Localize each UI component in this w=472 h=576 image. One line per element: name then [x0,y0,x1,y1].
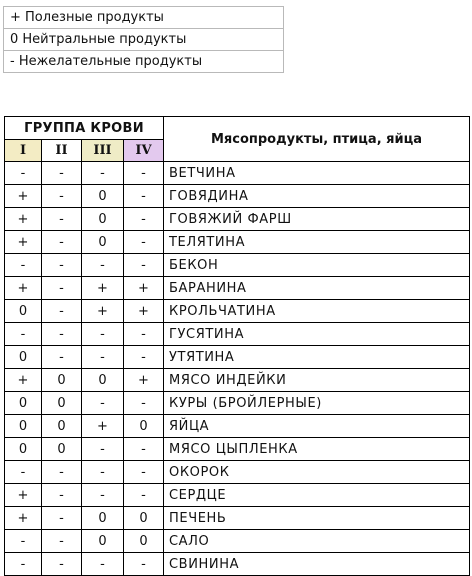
table-row [5,484,470,507]
food-name-cell: СЕРДЦЕ [164,484,470,507]
rating-cell-type-1: + [5,484,42,507]
rating-cell-type-4: - [124,185,164,208]
rating-cell-type-4: - [124,392,164,415]
rating-cell-type-1: 0 [5,438,42,461]
food-name-cell: МЯСО ЦЫПЛЕНКА [164,438,470,461]
food-name-cell: МЯСО ИНДЕЙКИ [164,369,470,392]
table-row [5,507,470,530]
rating-cell-type-1: - [5,323,42,346]
rating-cell-type-4: + [124,277,164,300]
food-name-cell: КУРЫ (БРОЙЛЕРНЫЕ) [164,392,470,415]
food-name-cell: ГУСЯТИНА [164,323,470,346]
table-row [5,438,470,461]
rating-cell-type-3: - [82,484,124,507]
legend-useful: + Полезные продукты [4,7,283,29]
food-name-cell: ВЕТЧИНА [164,162,470,185]
rating-cell-type-2: - [42,323,82,346]
rating-cell-type-2: 0 [42,392,82,415]
rating-cell-type-3: - [82,438,124,461]
food-name-cell: ГОВЯЖИЙ ФАРШ [164,208,470,231]
rating-cell-type-2: 0 [42,415,82,438]
rating-cell-type-1: 0 [5,392,42,415]
rating-cell-type-1: 0 [5,300,42,323]
rating-cell-type-4: - [124,254,164,277]
table-row [5,530,470,553]
rating-cell-type-2: - [42,300,82,323]
food-name-cell: ТЕЛЯТИНА [164,231,470,254]
rating-cell-type-2: - [42,507,82,530]
table-row [5,300,470,323]
rating-cell-type-2: - [42,254,82,277]
rating-cell-type-3: + [82,415,124,438]
rating-cell-type-2: - [42,553,82,576]
rating-cell-type-3: - [82,461,124,484]
rating-cell-type-1: + [5,277,42,300]
legend-neutral: 0 Нейтральные продукты [4,29,283,51]
rating-cell-type-1: 0 [5,415,42,438]
rating-cell-type-1: - [5,530,42,553]
food-name-cell: СВИНИНА [164,553,470,576]
table-row [5,277,470,300]
rating-cell-type-4: 0 [124,530,164,553]
rating-cell-type-4: - [124,484,164,507]
rating-cell-type-3: - [82,392,124,415]
blood-group-header: ГРУППА КРОВИ [5,117,164,140]
food-name-cell: ЯЙЦА [164,415,470,438]
rating-cell-type-4: 0 [124,415,164,438]
blood-type-food-table [4,116,470,576]
food-name-cell: КРОЛЬЧАТИНА [164,300,470,323]
rating-cell-type-3: + [82,300,124,323]
rating-cell-type-4: + [124,300,164,323]
blood-type-3: III [82,140,124,162]
rating-cell-type-3: - [82,254,124,277]
table-row [5,461,470,484]
rating-cell-type-2: 0 [42,369,82,392]
rating-cell-type-2: - [42,346,82,369]
table-row [5,369,470,392]
table-row [5,185,470,208]
category-header: Мясопродукты, птица, яйца [164,117,470,162]
rating-cell-type-3: 0 [82,369,124,392]
rating-cell-type-1: + [5,369,42,392]
rating-cell-type-3: 0 [82,231,124,254]
rating-cell-type-4: + [124,369,164,392]
table-row [5,323,470,346]
rating-cell-type-2: - [42,162,82,185]
blood-type-1: I [5,140,42,162]
legend-box [3,6,284,73]
food-name-cell: ОКОРОК [164,461,470,484]
rating-cell-type-2: - [42,231,82,254]
rating-cell-type-4: - [124,208,164,231]
rating-cell-type-2: - [42,461,82,484]
rating-cell-type-3: 0 [82,185,124,208]
table-row [5,208,470,231]
table-row [5,254,470,277]
food-name-cell: ПЕЧЕНЬ [164,507,470,530]
rating-cell-type-4: - [124,461,164,484]
rating-cell-type-4: - [124,323,164,346]
rating-cell-type-3: 0 [82,507,124,530]
food-name-cell: САЛО [164,530,470,553]
rating-cell-type-3: 0 [82,530,124,553]
table-row [5,553,470,576]
rating-cell-type-1: - [5,254,42,277]
rating-cell-type-2: - [42,484,82,507]
rating-cell-type-3: - [82,346,124,369]
rating-cell-type-1: + [5,185,42,208]
rating-cell-type-3: - [82,553,124,576]
rating-cell-type-1: 0 [5,346,42,369]
rating-cell-type-4: - [124,231,164,254]
rating-cell-type-2: - [42,185,82,208]
food-name-cell: ГОВЯДИНА [164,185,470,208]
rating-cell-type-3: 0 [82,208,124,231]
rating-cell-type-4: - [124,346,164,369]
rating-cell-type-1: + [5,208,42,231]
table-row [5,162,470,185]
table-row [5,346,470,369]
legend-undesirable: - Нежелательные продукты [10,54,203,69]
food-name-cell: БАРАНИНА [164,277,470,300]
rating-cell-type-3: + [82,277,124,300]
rating-cell-type-4: - [124,438,164,461]
blood-type-4: IV [124,140,164,162]
rating-cell-type-4: 0 [124,507,164,530]
food-name-cell: БЕКОН [164,254,470,277]
rating-cell-type-1: - [5,553,42,576]
rating-cell-type-2: - [42,277,82,300]
rating-cell-type-3: - [82,323,124,346]
blood-type-2: II [42,140,82,162]
rating-cell-type-2: - [42,208,82,231]
table-row [5,231,470,254]
food-name-cell: УТЯТИНА [164,346,470,369]
table-row [5,415,470,438]
rating-cell-type-1: + [5,231,42,254]
rating-cell-type-4: - [124,553,164,576]
rating-cell-type-2: - [42,530,82,553]
rating-cell-type-1: - [5,461,42,484]
rating-cell-type-1: - [5,162,42,185]
table-row [5,392,470,415]
rating-cell-type-2: 0 [42,438,82,461]
rating-cell-type-4: - [124,162,164,185]
rating-cell-type-1: + [5,507,42,530]
rating-cell-type-3: - [82,162,124,185]
